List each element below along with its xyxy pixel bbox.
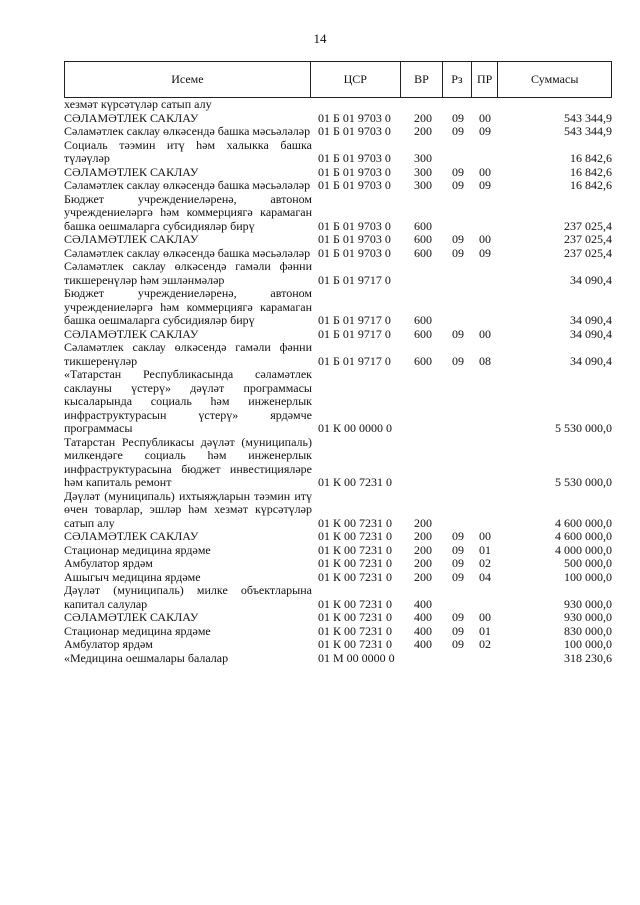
table-row: [64, 611, 612, 625]
row-csr: 01 Б 01 9703 0: [318, 245, 391, 260]
header-csr: ЦСР: [311, 62, 401, 97]
row-sum: 5 530 000,0: [555, 421, 612, 435]
row-name: Амбулатор ярдәм: [64, 637, 153, 651]
row-sum: 16 842,6: [570, 178, 612, 192]
row-name: СӘЛАМӘТЛЕК САКЛАУ: [64, 164, 199, 179]
row-sum: 237 025,4: [564, 245, 612, 260]
row-sum: 16 842,6: [570, 151, 612, 165]
row-name: Стационар медицина ярдәме: [64, 623, 211, 638]
table-row: [64, 341, 612, 368]
page-number: 14: [313, 31, 327, 46]
row-name: Стационар медицина ярдәме: [64, 542, 211, 557]
row-pr: 01: [479, 542, 491, 557]
row-csr: 01 К 00 7231 0: [318, 596, 393, 611]
row-sum: 237 025,4: [564, 232, 612, 246]
row-vr: 300: [414, 164, 432, 179]
row-vr: 600: [414, 313, 432, 327]
row-name: Бюджет учреждениеләренә, автоном учреждениеләргә һәм коммерциягә карамаган башка оешмаларга субсидияләр бирү: [64, 191, 312, 233]
row-pr: 04: [479, 569, 491, 584]
row-name: «Медицина оешмалары балалар: [64, 650, 229, 665]
row-name: Сәламәтлек саклау өлкәсендә гамәли фәнни тикшеренүләр һәм эшләнмәләр: [64, 259, 312, 287]
row-name: Татарстан Республикасы дәүләт (муниципаль) милкендәге социаль һәм инженерлык инфраструктурасына бюджет инвестицияләре һәм капиталь ремонт: [64, 434, 312, 489]
row-name: Сәламәтлек саклау өлкәсендә башка мәсьәләләр: [64, 245, 311, 260]
table-row: [64, 638, 612, 652]
row-sum: 34 090,4: [570, 272, 612, 287]
row-sum: 543 344,9: [564, 110, 612, 125]
row-sum: 16 842,6: [570, 164, 612, 179]
row-vr: 300: [414, 178, 432, 192]
table-row: [64, 179, 612, 193]
row-csr: 01 К 00 7231 0: [318, 542, 393, 557]
row-vr: 400: [414, 610, 432, 624]
row-vr: 200: [414, 542, 432, 557]
row-vr: 400: [414, 596, 432, 611]
row-sum: 930 000,0: [564, 610, 612, 624]
row-rz: 09: [452, 569, 464, 584]
row-vr: 600: [414, 245, 432, 260]
row-name: СӘЛАМӘТЛЕК САКЛАУ: [64, 110, 199, 125]
row-vr: 600: [414, 353, 432, 368]
row-csr: 01 К 00 7231 0: [318, 610, 393, 624]
row-vr: 300: [414, 151, 432, 165]
table-row: [64, 98, 612, 112]
row-sum: 4 000 000,0: [555, 542, 612, 557]
row-rz: 09: [452, 164, 464, 179]
row-name: СӘЛАМӘТЛЕК САКЛАУ: [64, 326, 199, 341]
table-row: [64, 112, 612, 126]
row-csr: 01 Б 01 9703 0: [318, 124, 391, 138]
table-row: [64, 287, 612, 328]
row-csr: 01 Б 01 9703 0: [318, 151, 391, 165]
row-name: Дәүләт (муниципаль) милке объектларына капитал салулар: [64, 583, 312, 611]
row-csr: 01 К 00 7231 0: [318, 529, 393, 543]
row-vr: 200: [414, 569, 432, 584]
row-vr: 400: [414, 637, 432, 651]
row-rz: 09: [452, 110, 464, 125]
header-sum: Суммасы: [531, 72, 579, 86]
table-row: [64, 530, 612, 544]
row-name: Дәүләт (муниципаль) ихтыяҗларын тәэмин итү өчен товарлар, эшләр һәм хезмәт күрсәтүләр сатып алу: [64, 488, 312, 530]
row-name: СӘЛАМӘТЛЕК САКЛАУ: [64, 529, 199, 543]
row-name: СӘЛАМӘТЛЕК САКЛАУ: [64, 232, 199, 246]
row-name: СӘЛАМӘТЛЕК САКЛАУ: [64, 610, 199, 624]
table-row: [64, 247, 612, 261]
table-row: [64, 166, 612, 180]
table-row: [64, 584, 612, 611]
row-rz: 09: [452, 623, 464, 638]
row-vr: 600: [414, 232, 432, 246]
row-csr: 01 М 00 0000 0: [318, 650, 395, 665]
row-rz: 09: [452, 556, 464, 570]
header-name: Исеме: [65, 62, 311, 97]
row-vr: 200: [414, 110, 432, 125]
row-csr: 01 Б 01 9717 0: [318, 326, 391, 341]
row-sum: 4 600 000,0: [555, 529, 612, 543]
row-vr: 200: [414, 529, 432, 543]
table-row: [64, 193, 612, 234]
row-pr: 08: [479, 353, 491, 368]
row-sum: 34 090,4: [570, 326, 612, 341]
table-header: [64, 61, 612, 98]
row-rz: 09: [452, 178, 464, 192]
table-row: [64, 260, 612, 287]
row-sum: 100 000,0: [564, 637, 612, 651]
header-vr: ВР: [401, 62, 443, 97]
row-name: «Татарстан Республикасында сәламәтлек саклауны үстерү» дәүләт программасы кысаларында социаль һәм инженерлык инфраструктурасын үстерү» ярдәмче программасы: [64, 367, 312, 435]
row-vr: 600: [414, 326, 432, 341]
row-pr: 00: [479, 529, 491, 543]
table-row: [64, 368, 612, 436]
header-pr: ПР: [472, 62, 499, 97]
row-csr: 01 Б 01 9717 0: [318, 272, 391, 287]
row-rz: 09: [452, 529, 464, 543]
row-csr: 01 К 00 7231 0: [318, 569, 393, 584]
row-rz: 09: [452, 326, 464, 341]
row-rz: 09: [452, 610, 464, 624]
row-name: Амбулатор ярдәм: [64, 556, 153, 570]
row-sum: 34 090,4: [570, 313, 612, 327]
row-csr: 01 К 00 7231 0: [318, 623, 393, 638]
row-name: хезмәт күрсәтүләр сатып алу: [64, 97, 212, 111]
row-name: Ашыгыч медицина ярдәме: [64, 569, 201, 584]
row-csr: 01 Б 01 9717 0: [318, 313, 391, 327]
table-row: [64, 625, 612, 639]
row-csr: 01 Б 01 9703 0: [318, 232, 391, 246]
table-row: [64, 652, 612, 666]
row-csr: 01 Б 01 9703 0: [318, 178, 391, 192]
row-name: Социаль тәэмин итү һәм халыкка башка түләүләр: [64, 137, 312, 165]
row-name: Сәламәтлек саклау өлкәсендә башка мәсьәләләр: [64, 124, 311, 138]
row-rz: 09: [452, 245, 464, 260]
row-csr: 01 Б 01 9703 0: [318, 218, 391, 233]
row-csr: 01 Б 01 9703 0: [318, 110, 391, 125]
row-sum: 237 025,4: [564, 218, 612, 233]
header-rz: Рз: [443, 62, 472, 97]
row-rz: 09: [452, 542, 464, 557]
row-csr: 01 К 00 7231 0: [318, 475, 393, 489]
row-pr: 09: [479, 245, 491, 260]
table-row: [64, 139, 612, 166]
table-body: [64, 98, 612, 665]
row-csr: 01 К 00 7231 0: [318, 637, 393, 651]
table-row: [64, 125, 612, 139]
row-sum: 543 344,9: [564, 124, 612, 138]
row-pr: 02: [479, 637, 491, 651]
row-sum: 5 530 000,0: [555, 475, 612, 489]
row-pr: 00: [479, 326, 491, 341]
row-pr: 09: [479, 178, 491, 192]
row-vr: 400: [414, 623, 432, 638]
row-csr: 01 Б 01 9703 0: [318, 164, 391, 179]
row-rz: 09: [452, 637, 464, 651]
row-sum: 930 000,0: [564, 596, 612, 611]
row-csr: 01 К 00 7231 0: [318, 556, 393, 570]
row-pr: 00: [479, 610, 491, 624]
row-vr: 600: [414, 218, 432, 233]
row-vr: 200: [414, 515, 432, 530]
row-sum: 4 600 000,0: [555, 515, 612, 530]
row-name: Сәламәтлек саклау өлкәсендә башка мәсьәләләр: [64, 178, 311, 192]
row-csr: 01 Б 01 9717 0: [318, 353, 391, 368]
row-csr: 01 К 00 7231 0: [318, 515, 393, 530]
table-row: [64, 571, 612, 585]
row-sum: 34 090,4: [570, 353, 612, 368]
row-pr: 02: [479, 556, 491, 570]
row-sum: 830 000,0: [564, 623, 612, 638]
row-vr: 200: [414, 556, 432, 570]
row-csr: 01 К 00 0000 0: [318, 421, 393, 435]
table-row: [64, 544, 612, 558]
row-rz: 09: [452, 232, 464, 246]
row-name: Бюджет учреждениеләренә, автоном учреждениеләргә һәм коммерциягә карамаган башка оешмаларга субсидияләр бирү: [64, 286, 312, 327]
row-name: Сәламәтлек саклау өлкәсендә гамәли фәнни тикшеренүләр: [64, 340, 312, 368]
row-pr: 00: [479, 110, 491, 125]
row-rz: 09: [452, 353, 464, 368]
table-row: [64, 233, 612, 247]
row-vr: 200: [414, 124, 432, 138]
table-row: [64, 490, 612, 531]
row-pr: 00: [479, 232, 491, 246]
table-row: [64, 557, 612, 571]
table-row: [64, 436, 612, 490]
row-pr: 09: [479, 124, 491, 138]
row-pr: 00: [479, 164, 491, 179]
table-row: [64, 328, 612, 342]
row-pr: 01: [479, 623, 491, 638]
row-rz: 09: [452, 124, 464, 138]
row-sum: 500 000,0: [564, 556, 612, 570]
row-sum: 100 000,0: [564, 569, 612, 584]
row-sum: 318 230,6: [564, 650, 612, 665]
